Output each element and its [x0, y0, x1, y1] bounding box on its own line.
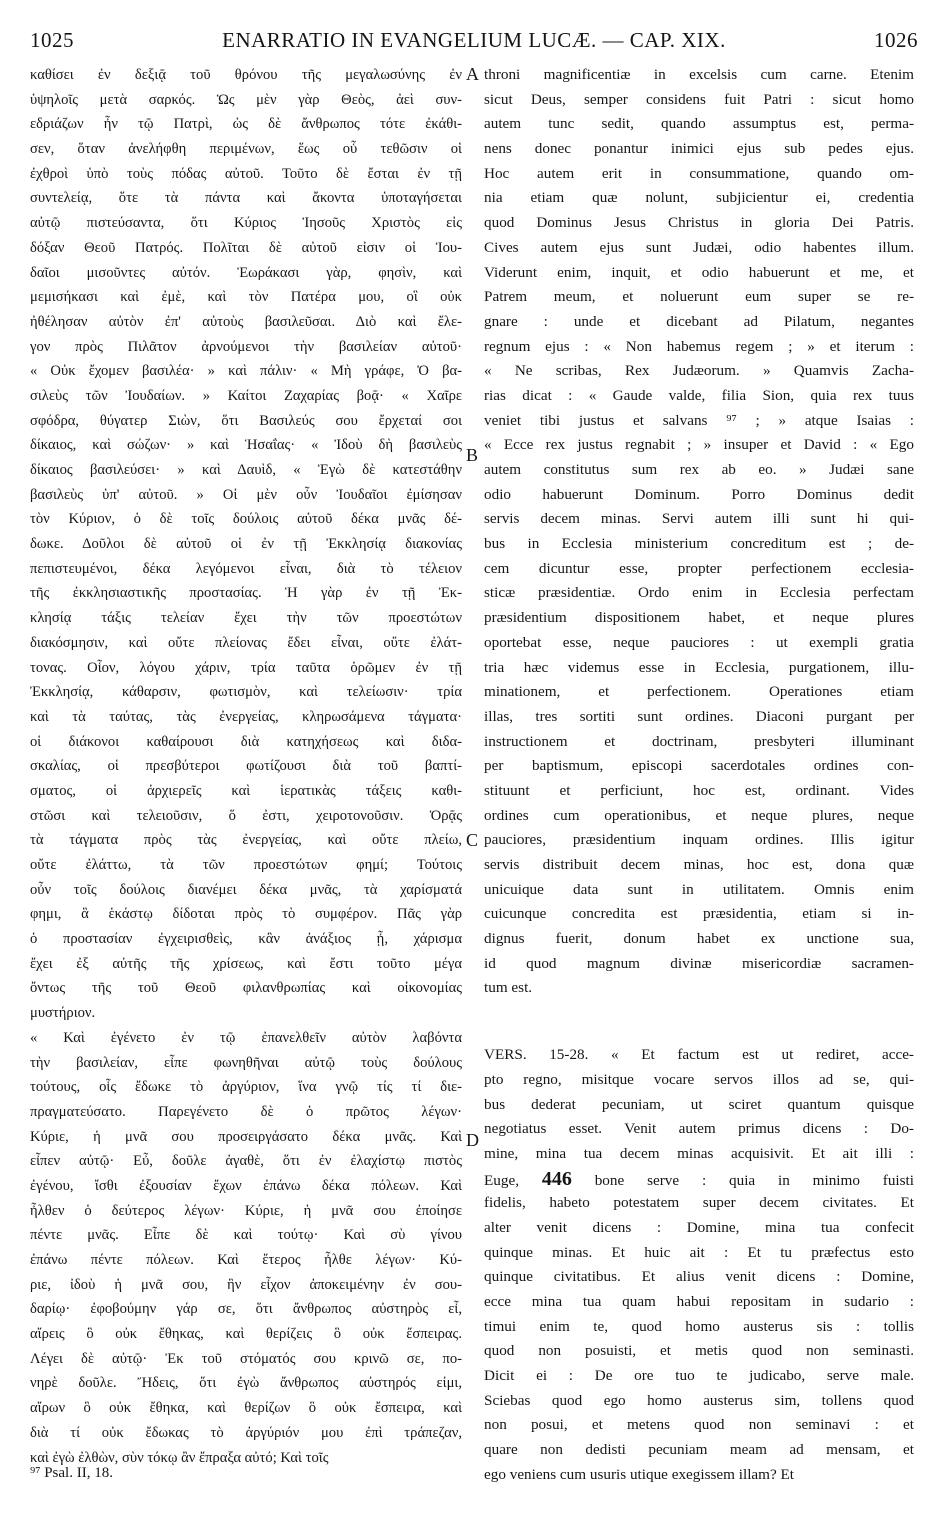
text-line: τονας. Οἷον, λόγου χάριν, τρία ταῦτα ὁρῶμεν ἐν τῇ — [30, 659, 462, 676]
latin-section-2-continued — [484, 1191, 914, 1487]
text-line: quare non dedisti pecuniam meam ad mensam, et — [484, 1441, 914, 1459]
text-line: quod non posuisti, et metis quod non seminasti. — [484, 1342, 914, 1360]
text-line: servis decem minas. Servi autem illi sunt hi qui- — [484, 510, 914, 528]
text-line: ἠθέλησαν αὐτὸν ἐπ' αὐτοὺς βασιλεῦσαι. Διὸ καὶ ἔλε- — [30, 313, 462, 330]
text-line: id quod magnum divinæ misericordiæ sacramen- — [484, 954, 914, 972]
text-line: πραγματεύσατο. Παρεγένετο δὲ ὁ πρῶτος λέγων· — [30, 1103, 462, 1120]
text-line: ἦλθεν ὁ δεύτερος λέγων· Κύριε, ἡ μνᾶ σου ἐποίησε — [30, 1202, 462, 1219]
text-line: ἐχθροὶ ὑπὸ τοὺς πόδας αὐτοῦ. Τοῦτο δὲ ἔσται ἐν τῇ — [30, 165, 462, 182]
running-header — [30, 28, 918, 58]
text-line: timui enim te, quod homo austerus sis : tollis — [484, 1317, 914, 1335]
text-line: bus dederat pecuniam, ut sciret quantum quisque — [484, 1095, 914, 1113]
text-line: cem dicuntur esse, propter perfectionem ecclesia- — [484, 559, 914, 577]
text-line: ἔχει ἐξ αὐτῆς τῆς χρίσεως, καὶ ἔστι τοῦτο μέγα — [30, 955, 462, 972]
text-line: οὖν τοῖς δούλοις διανέμει δέκα μνᾶς, τὰ χαρίσματά — [30, 881, 462, 898]
text-line: δωκε. Δοῦλοι δὲ αὐτοῦ οἱ ἐν τῇ Ἐκκλησίᾳ διακονίας — [30, 536, 462, 553]
text-line: Sciebas quod ego homo austerus sim, tollens quod — [484, 1391, 914, 1409]
text-line: « Ecce rex justus regnabit ; » insuper et David : « Ego — [484, 436, 914, 454]
greek-column — [30, 63, 462, 1470]
text-line: gnare : unde et dicebant ad Pilatum, negantes — [484, 312, 914, 330]
column-number: 446 — [541, 1167, 572, 1190]
text-line: φημι, ἃ ἑκάστῳ δίδοται πρὸς τὸ συμφέρον. Πᾶς γὰρ — [30, 906, 462, 923]
text-line: nia etiam quæ nolunt, subjicientur ei, credentia — [484, 189, 914, 207]
text-line: αὐτῷ πιστεύσαντα, ὅτι Κύριος Ἰησοῦς Χριστὸς εἰς — [30, 215, 462, 232]
text-line: τὸν Κύριον, ὁ δὲ τοῖς δούλοις αὐτοῦ δέκα μνᾶς δέ- — [30, 511, 462, 528]
euge-word: Euge, — [484, 1171, 520, 1189]
text-line: stituunt et perficiunt, hoc est, ordinant. Vides — [484, 781, 914, 799]
text-line: νηρὲ δοῦλε. Ἤδεις, ὅτι ἐγὼ ἄνθρωπος αὐστηρός εἰμι, — [30, 1375, 462, 1392]
text-line: nens donec ponantur inimici ejus sub pedes ejus. — [484, 140, 914, 158]
text-line: rias dicat : « Gaude valde, filia Sion, quia rex tuus — [484, 386, 914, 404]
text-line: Κύριε, ἡ μνᾶ σου προσειργάσατο δέκα μνᾶς. Καὶ — [30, 1128, 462, 1145]
text-line: συντελείᾳ, ὅτε τὰ πάντα καὶ ἄκοντα ὑποταγήσεται — [30, 190, 462, 207]
text-line: ριε, ἰδοὺ ἡ μνᾶ σου, ἣν εἶχον ἀποκειμένην ἐν σου- — [30, 1276, 462, 1293]
text-line: σιλεὺς τῶν Ἰουδαίων. » Καίτοι Ζαχαρίας βοᾷ· « Χαῖρε — [30, 387, 462, 404]
text-line: Ἐκκλησίᾳ, κάθαρσιν, φωτισμὸν, καὶ τελείωσιν· τρία — [30, 684, 462, 701]
page-number-left: 1025 — [30, 28, 74, 52]
text-line: autem constitutus sum rex ab eo. » Judæi sane — [484, 461, 914, 478]
text-line: δίκαιος, καὶ σώζων· » καὶ Ἡσαΐας· « Ἰδοὺ δὴ βασιλεὺς — [30, 437, 462, 454]
section-gap — [484, 1001, 914, 1043]
text-line: alter venit dicens : Domine, mina tua confecit — [484, 1218, 914, 1236]
text-line: αἴρεις ὃ οὐκ ἔθηκας, καὶ θερίζεις ὃ οὐκ ἔσπειρας. — [30, 1326, 462, 1343]
text-line: instructionem et doctrinam, presbyteri illuminant — [484, 732, 914, 750]
text-line: διακόσμησιν, καὶ οὔτε πλείονας ἔδει εἶναι, οὔτε ἐλάτ- — [30, 634, 462, 651]
text-line: oportebat esse, neque pauciores : ut exempli gratia — [484, 633, 914, 651]
text-line: Λέγει δὲ αὐτῷ· Ἐκ τοῦ στόματός σου κρινῶ σε, πο- — [30, 1350, 462, 1367]
text-line: dignus fuerit, donum habet ex unctione sua, — [484, 930, 914, 948]
text-line: minationem, et perfectionem. Operationes etiam — [484, 683, 914, 701]
text-line: Dicit ei : De ore tuo te judicabo, serve male. — [484, 1367, 914, 1385]
margin-marker-a: A — [466, 64, 479, 84]
text-line: Viderunt enim, inquit, et odio habuerunt et me, et — [484, 263, 914, 281]
text-line: throni magnificentiæ in excelsis cum carne. Etenim — [484, 66, 914, 83]
text-line: αἴρων ὃ οὐκ ἔθηκα, καὶ θερίζων ὃ οὐκ ἔσπειρα, καὶ — [30, 1400, 462, 1417]
text-line: VERS. 15-28. « Et factum est ut rediret, acce- — [484, 1046, 914, 1064]
text-line: καὶ τὰ ταύτας, τὰς ἐνεργείας, κληρωσάμενα τάγματα· — [30, 708, 462, 725]
text-line: εἶπεν αὐτῷ· Εὖ, δοῦλε ἀγαθὲ, ὅτι ἐν ἐλαχίστῳ πιστὸς — [30, 1153, 462, 1170]
text-line: « Καὶ ἐγένετο ἐν τῷ ἐπανελθεῖν αὐτὸν λαβόντα — [30, 1029, 462, 1046]
margin-marker-c: C — [466, 830, 479, 850]
text-line: autem tunc sedit, quando assumptus est, perma- — [484, 115, 914, 133]
text-line: negotiatus esset. Venit autem primus dicens : Do- — [484, 1120, 914, 1138]
euge-continuation: bone serve : quia in minimo fuisti — [594, 1171, 914, 1189]
text-line: veniet tibi justus et salvans ⁹⁷ ; » atque Isaias : — [484, 411, 914, 429]
text-line: quod Dominus Jesus Christus in gloria Dei Patris. — [484, 214, 914, 232]
text-line: τὰ τάγματα πρὸς τὰς ἐνεργείας, καὶ οὔτε πλείω, — [30, 832, 462, 849]
text-line: mine, mina tua decem minas acquisivit. Et ait illi : — [484, 1144, 914, 1162]
text-line: βασιλεὺς ὑπ' αὐτοῦ. » Οἱ μὲν οὖν Ἰουδαῖοι ἐμίσησαν — [30, 486, 462, 503]
text-line: pto regno, misitque vocare servos illos ad se, qui- — [484, 1070, 914, 1088]
text-line: γον πρὸς Πιλᾶτον ἀρνούμενοι τὴν βασιλείαν αὐτοῦ· — [30, 338, 462, 355]
text-line: καθίσει ἐν δεξιᾷ τοῦ θρόνου τῆς μεγαλωσύνης ἐν — [30, 67, 462, 83]
text-line: στῶσι καὶ τελειοῦσιν, ὅ ἐστι, χειροτονοῦσιν. Ὁρᾷς — [30, 807, 462, 824]
page-number-right: 1026 — [874, 28, 918, 52]
text-line-euge — [484, 1167, 914, 1192]
latin-section-2 — [484, 1043, 914, 1166]
latin-column — [484, 63, 914, 1488]
text-line: bus in Ecclesia ministerium concreditum est ; de- — [484, 535, 914, 553]
text-line: δόξαν Θεοῦ Πατρός. Πολῖται δὲ αὐτοῦ εἰσιν οἱ Ἰου- — [30, 239, 462, 256]
margin-marker-b: B — [466, 445, 479, 465]
text-line: ὄντως τῆς τοῦ Θεοῦ φιλανθρωπίας καὶ οἰκονομίας — [30, 980, 462, 997]
text-line: unicuique data sunt in utilitatem. Omnis enim — [484, 880, 914, 898]
text-line: fidelis, habeto potestatem super decem civitates. Et — [484, 1194, 914, 1212]
margin-marker-d: D — [466, 1130, 479, 1150]
text-line: tria hæc videmus esse in Ecclesia, purgationem, illu- — [484, 658, 914, 676]
text-line: præsidentium dispositionem habet, et neque plures — [484, 609, 914, 627]
text-line: τούτους, οἷς ἔδωκε τὸ ἀργύριον, ἵνα γνῷ τίς τί διε- — [30, 1079, 462, 1096]
text-line: per baptismum, episcopi sacerdotales ordines con- — [484, 757, 914, 775]
text-line: μεμισήκασι καὶ ἐμὲ, καὶ τὸν Πατέρα μου, οἳ οὐκ — [30, 289, 462, 306]
text-line: σφόδρα, θύγατερ Σιὼν, ὅτι Βασιλεύς σου ἔρχεταί σοι — [30, 412, 462, 429]
text-line: σκαλίας, οἱ πρεσβύτεροι φωτίζουσι διὰ τοῦ βαπτί- — [30, 758, 462, 775]
text-line: ὁ προστασίαν ἐγχειρισθεὶς, κἂν ἀνάξιος ᾖ, χάρισμα — [30, 931, 462, 948]
text-line: tum est. — [484, 979, 533, 997]
text-line: δαρίῳ· ἐφοβούμην γάρ σε, ὅτι ἄνθρωπος αὐστηρὸς εἶ, — [30, 1301, 462, 1318]
text-line: ordines cum operationibus, et neque plures, neque — [484, 806, 914, 824]
text-line: εδριάζων ἦν τῷ Πατρὶ, ὡς δὲ ἄνθρωπος τότε ἐκάθι- — [30, 116, 462, 133]
footnote: ⁹⁷ Psal. II, 18. — [30, 1465, 113, 1481]
text-line: σεν, ὅταν ἀνελήφθη περιμένων, ἕως οὗ τεθῶσιν οἱ — [30, 141, 462, 158]
text-line: πεπιστευμένοι, δέκα λεγόμενοι εἶναι, διὰ τὸ τέλειον — [30, 560, 462, 577]
text-line: « Ne scribas, Rex Judæorum. » Quamvis Zacha- — [484, 362, 914, 380]
text-line: μυστήριον. — [30, 1005, 96, 1022]
text-line: cuicunque concredita est præsidentia, etiam si in- — [484, 905, 914, 923]
text-line: ego veniens cum usuris utique exegissem illam? Et — [484, 1465, 795, 1483]
text-line: ὑψηλοῖς μετὰ σαρκός. Ὡς μὲν γὰρ Θεὸς, ἀεὶ συν- — [30, 91, 462, 108]
text-line: Hoc autem erit in consummatione, quando om- — [484, 164, 914, 182]
text-line: ἐγένου, ἴσθι ἐξουσίαν ἔχων ἐπάνω δέκα πόλεων. Καὶ — [30, 1177, 462, 1194]
latin-section-1 — [484, 63, 914, 1001]
text-line: sicut Deus, semper considens fuit Patri : sicut homo — [484, 90, 914, 108]
text-line: οἱ διάκονοι καθαίρουσι διὰ κατηχήσεως καὶ διδα- — [30, 733, 462, 750]
text-line: σματος, οἱ ἀρχιερεῖς καὶ ἱερατικὰς τάξεις καθι- — [30, 782, 462, 799]
running-title: ENARRATIO IN EVANGELIUM LUCÆ. — CAP. XIX. — [222, 28, 726, 52]
text-line: quinque minas. Et huic ait : Et tu præfectus esto — [484, 1243, 914, 1261]
text-line: Patrem meum, et noluerunt eum super se re- — [484, 288, 914, 306]
text-line: πέντε μνᾶς. Εἶπε δὲ καὶ τούτῳ· Καὶ σὺ γίνου — [30, 1227, 462, 1244]
text-line: servis distribuit decem minas, hoc est, dona quæ — [484, 856, 914, 873]
text-line: οὔτε ἐλάττω, τὰ τῶν προεστώτων φημί; Τούτοις — [30, 857, 462, 873]
text-line: regnum ejus : « Non habemus regem ; » et iterum : — [484, 337, 914, 355]
text-line: διὰ τί οὐκ ἔδωκας τὸ ἀργύριόν μου ἐπὶ τράπεζαν, — [30, 1424, 462, 1441]
text-line: « Οὐκ ἔχομεν βασιλέα· » καὶ πάλιν· « Μὴ γράφε, Ὁ βα- — [30, 363, 462, 380]
text-line: τὴν βασιλείαν, εἶπε φωνηθῆναι αὐτῷ τοὺς δούλους — [30, 1054, 462, 1071]
text-line: τῆς ἐκκλησιαστικῆς προστασίας. Ἡ γὰρ ἐν τῇ Ἐκ- — [30, 585, 462, 602]
text-line: Cives autem ejus sunt Judæi, odio habentes illum. — [484, 238, 914, 256]
text-line: καὶ ἐγὼ ἐλθὼν, σὺν τόκῳ ἂν ἔπραξα αὐτό; Καὶ τοῖς — [30, 1449, 329, 1466]
text-line: κλησίᾳ τάξις τελείαν ἔχει τὴν τῶν προεστώτων — [30, 610, 462, 627]
text-line: non posui, et metens quod non seminavi : et — [484, 1416, 914, 1434]
text-line: ἐπάνω πέντε πόλεων. Καὶ ἕτερος ἦλθε λέγων· Κύ- — [30, 1252, 462, 1268]
text-line: δαῖοι μισοῦντες αὐτόν. Ἑωράκασι γὰρ, φησὶν, καὶ — [30, 264, 462, 281]
text-line: odio habuerunt Dominum. Porro Dominus dedit — [484, 485, 914, 503]
text-line: quinque civitatibus. Et alius venit dicens : Domine, — [484, 1268, 914, 1286]
text-line: pauciores, præsidentium inquam ordines. Illis igitur — [484, 831, 914, 849]
text-line: sticæ præsidentiæ. Ordo enim in Ecclesia perfectam — [484, 584, 914, 602]
text-line: illas, tres sortiti sunt ordines. Diaconi purgant per — [484, 707, 914, 725]
text-line: ecce mina tua quam habui repositam in sudario : — [484, 1293, 914, 1310]
text-line: δίκαιος βασιλεύσει· » καὶ Δαυὶδ, « Ἐγὼ δὲ κατεστάθην — [30, 462, 462, 478]
